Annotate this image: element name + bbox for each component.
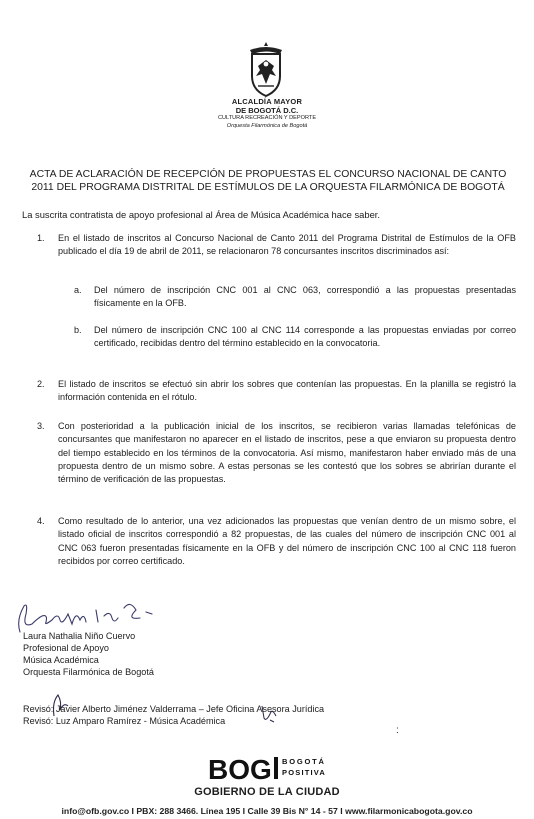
document-title bbox=[22, 168, 514, 194]
item-2-text: El listado de inscritos se efectuó sin abrir los sobres que contenían las propuestas. En la planilla se registró la información contenida en el rótulo. bbox=[58, 379, 516, 403]
title-line2: 2011 DEL PROGRAMA DISTRITAL DE ESTÍMULOS DE LA ORQUESTA FILARMÓNICA DE BOGOTÁ bbox=[31, 182, 505, 193]
header-line1: ALCALDÍA MAYOR bbox=[231, 97, 303, 106]
sub-item-b-text: Del número de inscripción CNC 100 al CNC 114 corresponde a las propuestas enviadas por correo certificado, recibidas dentro del término establecido en la convocatoria. bbox=[94, 325, 516, 349]
header-line3: CULTURA RECREACIÓN Y DEPORTE bbox=[217, 115, 317, 121]
signer-name: Laura Nathalia Niño Cuervo bbox=[23, 631, 136, 641]
sub-item-b-label: b. bbox=[74, 325, 82, 335]
item-number-2: 2. bbox=[37, 379, 45, 389]
bogota-positiva-logo bbox=[206, 751, 336, 785]
header-line2: DE BOGOTÁ D.C. bbox=[235, 106, 299, 115]
item-1-text: En el listado de inscritos al Concurso Nacional de Canto 2011 del Programa Distrital de Estímulos de la OFB publicado el día 19 de abril de 2011, se relacionaron 78 concursantes inscritos discriminados así: bbox=[58, 233, 516, 257]
header-line4: Orquesta Filarmónica de Bogotá bbox=[226, 123, 308, 129]
intro-text: La suscrita contratista de apoyo profesional al Área de Música Académica hace saber. bbox=[22, 209, 381, 220]
reviewer-initials-2 bbox=[258, 702, 280, 724]
logo-small-text-1: BOGOTÁ bbox=[282, 757, 326, 766]
title-line1: ACTA DE ACLARACIÓN DE RECEPCIÓN DE PROPUESTAS EL CONCURSO NACIONAL DE CANTO bbox=[29, 169, 507, 180]
footer-contact-line: info@ofb.gov.co I PBX: 288 3466. Línea 195 I Calle 39 Bis N° 14 - 57 I www.filarmonicabogota.gov.co bbox=[61, 806, 473, 816]
item-number-1: 1. bbox=[37, 233, 45, 243]
logo-text: BOG bbox=[208, 754, 272, 785]
signer-role-3: Orquesta Filarmónica de Bogotá bbox=[23, 667, 154, 677]
bogota-crest-icon bbox=[244, 40, 288, 98]
item-number-3: 3. bbox=[37, 421, 45, 431]
item-4-text: Como resultado de lo anterior, una vez adicionados las propuestas que venían dentro de un mismo sobre, el listado oficial de inscritos correspondió a 82 propuestas, de las cuales del número de inscripción CNC 001 al CNC 063 fueron presentadas físicamente en la OFB y del número de inscripción CNC 100 al CNC 118 fueron recibidos por correo certificado. bbox=[58, 516, 516, 566]
item-number-4: 4. bbox=[37, 516, 45, 526]
review-line-1: Revisó: Javier Alberto Jiménez Valderrama – Jefe Oficina Asesora Jurídica bbox=[23, 704, 325, 714]
stray-colon-mark: : bbox=[396, 725, 399, 736]
logo-small-text-2: POSITIVA bbox=[282, 768, 327, 777]
signer-role-1: Profesional de Apoyo bbox=[23, 643, 109, 653]
review-line-2: Revisó: Luz Amparo Ramírez - Música Académica bbox=[23, 716, 226, 726]
item-3-text: Con posterioridad a la publicación inicial de los inscritos, se recibieron varias llamadas telefónicas de concursantes que manifestaron no aparecer en el listado de inscritos, pese a que enviaron su propuesta dentro del tiempo establecido en los términos de la convocatoria. Así mismo, manifestaron haber enviado más de una propuesta dentro de un mismo sobre. A estas personas se les contestó que los sobres se abrirían durante el término de verificación de las propuestas. bbox=[58, 421, 516, 485]
signer-role-2: Música Académica bbox=[23, 655, 99, 665]
gobierno-de-la-ciudad: GOBIERNO DE LA CIUDAD bbox=[194, 786, 340, 798]
sub-item-a-label: a. bbox=[74, 285, 82, 295]
sub-item-a-text: Del número de inscripción CNC 001 al CNC 063, correspondió a las propuestas presentadas físicamente en la OFB. bbox=[94, 285, 516, 309]
